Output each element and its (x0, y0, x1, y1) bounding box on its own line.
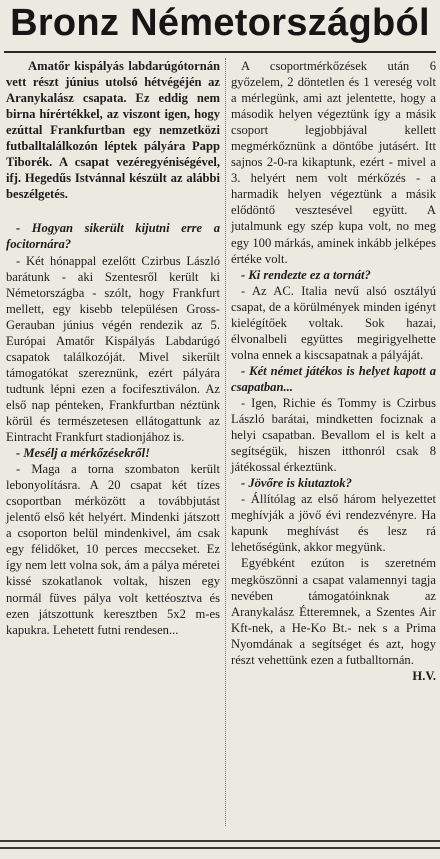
question-1: - Hogyan sikerült kijutni erre a focitornára? (6, 221, 220, 252)
question-4: - Két német játékos is helyet kapott a csapatban... (231, 363, 436, 394)
right-column (231, 58, 436, 684)
title-rule (4, 51, 436, 53)
answer-5: - Állítólag az első három helyezettet meghívják a jövő évi rendezvényre. Ha kapunk meghívást és lesz rá lehetőségünk, akkor megyünk. (231, 492, 436, 555)
author-signature: H.V. (412, 668, 436, 683)
article-title: Bronz Németországból (10, 2, 430, 44)
answer-1: - Két hónappal ezelőtt Czirbus László barátunk - aki Szentesről került ki Németországba - szólt, hogy Frankfurt mellett, egy kisebb településen Gross-Gerauban június végén rendezik az 5. Európai Amatőr Kispályás Labdarúgó csapatok találkozóját. Mivel sikerült támogatókat szereznünk, ezért pályára tudtunk lépni ezen a focifesztiválon. Az első nap pénteken, Frankfurtban néztünk körül és természetesen ellátogattunk az Eintracht Frankfurt stadionjához is. (6, 253, 220, 445)
bottom-rule-second (0, 847, 440, 849)
closing-paragraph (231, 555, 436, 683)
answer-3: - Az AC. Italia nevű alsó osztályú csapat, de a körülmények minden igényt kielégítőek voltak. Sok hazai, élvonalbeli együttes megirigyelhette volna ennek a kiscsapatnak a pályáját. (231, 283, 436, 362)
answer-4: - Igen, Richie és Tommy is Czirbus László barátai, mindketten fociznak a helyi csapatban. Bevallom el is kelt a segítségük, hiszen itthonról csak 8 játékossal érkeztünk. (231, 395, 436, 475)
answer-2-continued: A csoportmérkőzések után 6 győzelem, 2 döntetlen és 1 vereség volt a mérlegünk, ami azt jelentette, hogy a második helyen végeztünk így a másik csoport legjobbjával kellett megmérkőznünk a döntőbe jutásért. Itt sajnos 2-0-ra kikaptunk, ezért - mivel a 3. helyért nem volt mérkőzés - a harmadik helyen végeztünk a másik elődöntő vesztesével együtt. A jutalmunk egy szép kupa volt, no meg egy 100 márkás, aminek inkább jelképes értéke volt. (231, 59, 436, 266)
closing-text: Egyébként ezúton is szeretném megköszönni a csapat valamennyi tagja nevében támogatóinknak az Aranykalász Étteremnek, a Szentes Air Kft-nek, a He-Ko Bt.- nek s a Prima Nyomdának a segítséget és azt, hogy részt vehettünk ezen a futballtornán. (231, 556, 436, 667)
question-2: - Mesélj a mérkőzésekről! (16, 446, 150, 461)
left-column (6, 58, 220, 638)
article-lead: Amatőr kispályás labdarúgótornán vett részt június utolsó hétvégéjén az Aranykalász csapata. Ez eddig nem birna hírértékkel, az viszont igen, hogy ezúttal Frankfurtban egy nemzetközi futballtalálkozón léptek pályára Papp Tiborék. A csapat vezéregyéniségével, ifj. Hegedűs Istvánnal készült az alábbi beszélgetés. (6, 59, 220, 202)
question-3: - Ki rendezte ez a tornát? (241, 267, 371, 282)
bottom-rule (0, 840, 440, 842)
question-5: - Jövőre is kiutaztok? (241, 476, 352, 491)
column-divider (225, 58, 226, 826)
answer-2: - Maga a torna szombaton került lebonyolításra. A 20 csapat két tízes csoportban mérközött a továbbjutást jelentő első két helyért. Mindenki játszott a csoporton belül mindenkivel, ám csak egy félidőket, 10 perces meccseket. Ez így nem lett volna sok, ám a pálya méretei kissé szokatlanok voltak, hiszen egy normál füves pálya volt kettéosztva és ezen játszottunk keresztben 5x2 m-es kapukra. Lehetett futni rendesen... (6, 462, 220, 637)
